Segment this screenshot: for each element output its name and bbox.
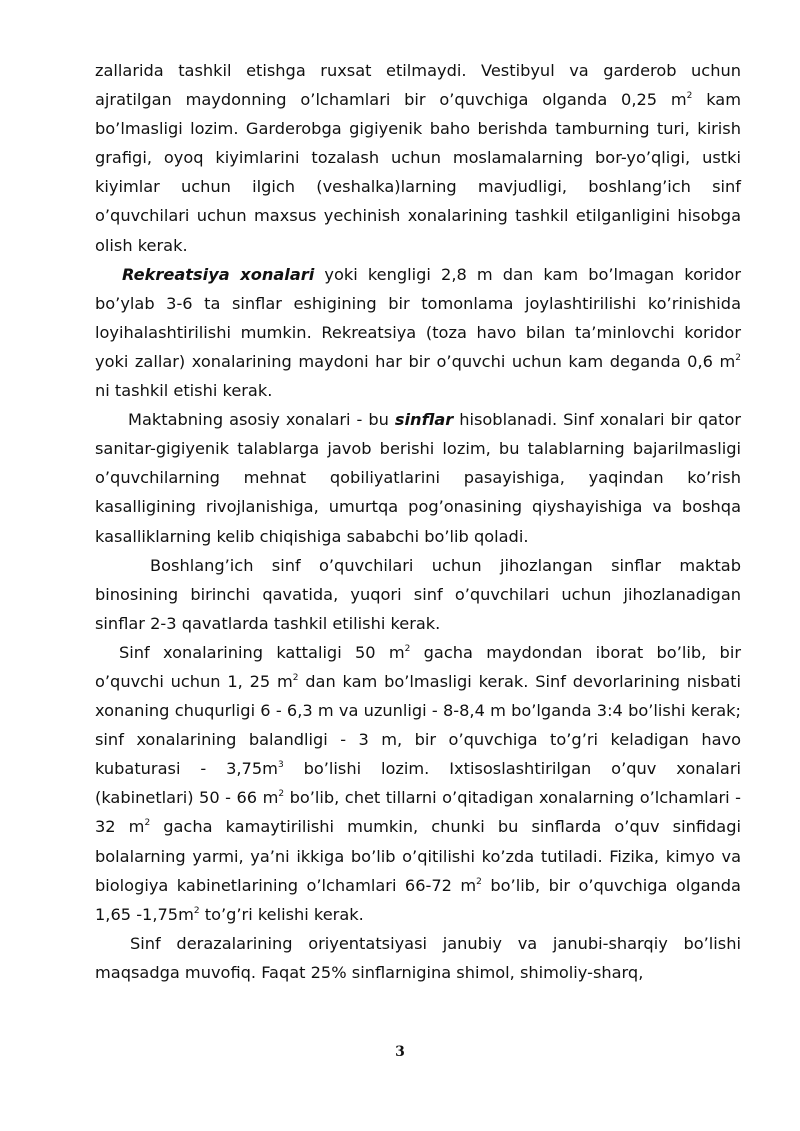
page-number: 3: [395, 1044, 405, 1060]
text-run: yoki kengligi 2,8 m dan kam bo’lmagan koridor bo’ylab 3-6 ta sinflar eshigining bir tomonlama joylashtirilishi ko’rinishida loyihalashtirilishi mumkin. Rekreatsiya (toza havo bilan ta’minlovchi koridor yoki zallar) xonalarining maydoni har bir o’quvchi uchun kam deganda 0,6 m: [95, 264, 741, 371]
text-run: gacha maydondan iborat bo’lib, bir o’quvchi uchun 1, 25 m: [95, 642, 741, 691]
text-run: hisoblanadi. Sinf xonalari bir qator sanitar-gigiyenik talablarga javob berishi lozim, bu talablarning bajarilmasligi o’quvchilarning mehnat qobiliyatlarini pasayishiga, yaqindan ko’rish kasalligining rivojlanishiga, umurtqa pog’onasining qiyshayishiga va boshqa kasalliklarning kelib chiqishiga sababchi bo’lib qoladi.: [95, 410, 742, 546]
text-run: zallarida tashkil etishga ruxsat etilmaydi. Vestibyul va garderob uchun ajratilgan maydonning o’lchamlari bir o’quvchiga olganda 0,25 m: [95, 61, 741, 110]
superscript: 2: [476, 876, 482, 887]
paragraph: [95, 405, 741, 550]
superscript: 2: [144, 818, 151, 829]
text-run: bo’lib, chet tillarni o’qitadigan xonalarning o’lchamlari - 32 m: [95, 788, 741, 837]
text-run: bo’lishi lozim. Ixtisoslashtirilgan o’quv xonalari (kabinetlari) 50 - 66 m: [95, 759, 741, 808]
text-run: ni tashkil etishi kerak.: [95, 381, 273, 401]
emphasized-term: sinflar: [394, 410, 454, 430]
superscript: 3: [277, 760, 284, 771]
superscript: 2: [193, 905, 200, 916]
paragraph: [95, 551, 741, 638]
text-run: to’g’ri kelishi kerak.: [199, 904, 364, 924]
superscript: 2: [278, 789, 285, 800]
emphasized-term: Rekreatsiya xonalari: [122, 264, 315, 284]
text-run: dan kam bo’lmasligi kerak. Sinf devorlarining nisbati xonaning chuqurligi 6 - 6,3 m va uzunligi - 8-8,4 m bo’lganda 3:4 bo’lishi kerak; sinf xonalarining balandligi - 3 m, bir o’quvchiga to’g’ri keladigan havo kubaturasi - 3,75m: [95, 671, 741, 779]
superscript: 2: [292, 672, 299, 683]
text-run: bo’lib, bir o’quvchiga olganda 1,65 -1,75m: [95, 875, 741, 924]
text-run: Sinf xonalarining kattaligi 50 m: [119, 642, 405, 662]
paragraph: [95, 929, 741, 987]
text-run: Boshlang’ich sinf o’quvchilari uchun jihozlangan sinflar maktab binosining birinchi qavatida, yuqori sinf o’quvchilari uchun jihozlanadigan sinflar 2-3 qavatlarda tashkil etilishi kerak.: [95, 555, 741, 633]
paragraph: [95, 56, 741, 260]
superscript: 2: [686, 91, 693, 102]
text-run: Maktabning asosiy xonalari - bu: [128, 410, 395, 430]
paragraph: [95, 260, 741, 405]
text-run: kam bo’lmasligi lozim. Garderobga gigiyenik baho berishda tamburning turi, kirish grafigi, oyoq kiyimlarini tozalash uchun moslamalarning bor-yo’qligi, ustki kiyimlar uchun ilgich (veshalka)larning mavjudligi, boshlang’ich sinf o’quvchilari uchun maxsus yechinish xonalarining tashkil etilganligini hisobga olish kerak.: [95, 90, 741, 255]
body-text: [95, 56, 741, 987]
superscript: 2: [735, 352, 741, 363]
paragraph: [95, 638, 741, 929]
text-run: Sinf derazalarining oriyentatsiyasi janubiy va janubi-sharqiy bo’lishi maqsadga muvofiq. Faqat 25% sinflarnigina shimol, shimoliy-sharq,: [95, 933, 741, 982]
text-run: gacha kamaytirilishi mumkin, chunki bu sinflarda o’quv sinfidagi bolalarning yarmi, ya’ni ikkiga bo’lib o’qitilishi ko’zda tutiladi. Fizika, kimyo va biologiya kabinetlarining o’lchamlari 66-72 m: [95, 817, 741, 895]
superscript: 2: [404, 643, 411, 654]
